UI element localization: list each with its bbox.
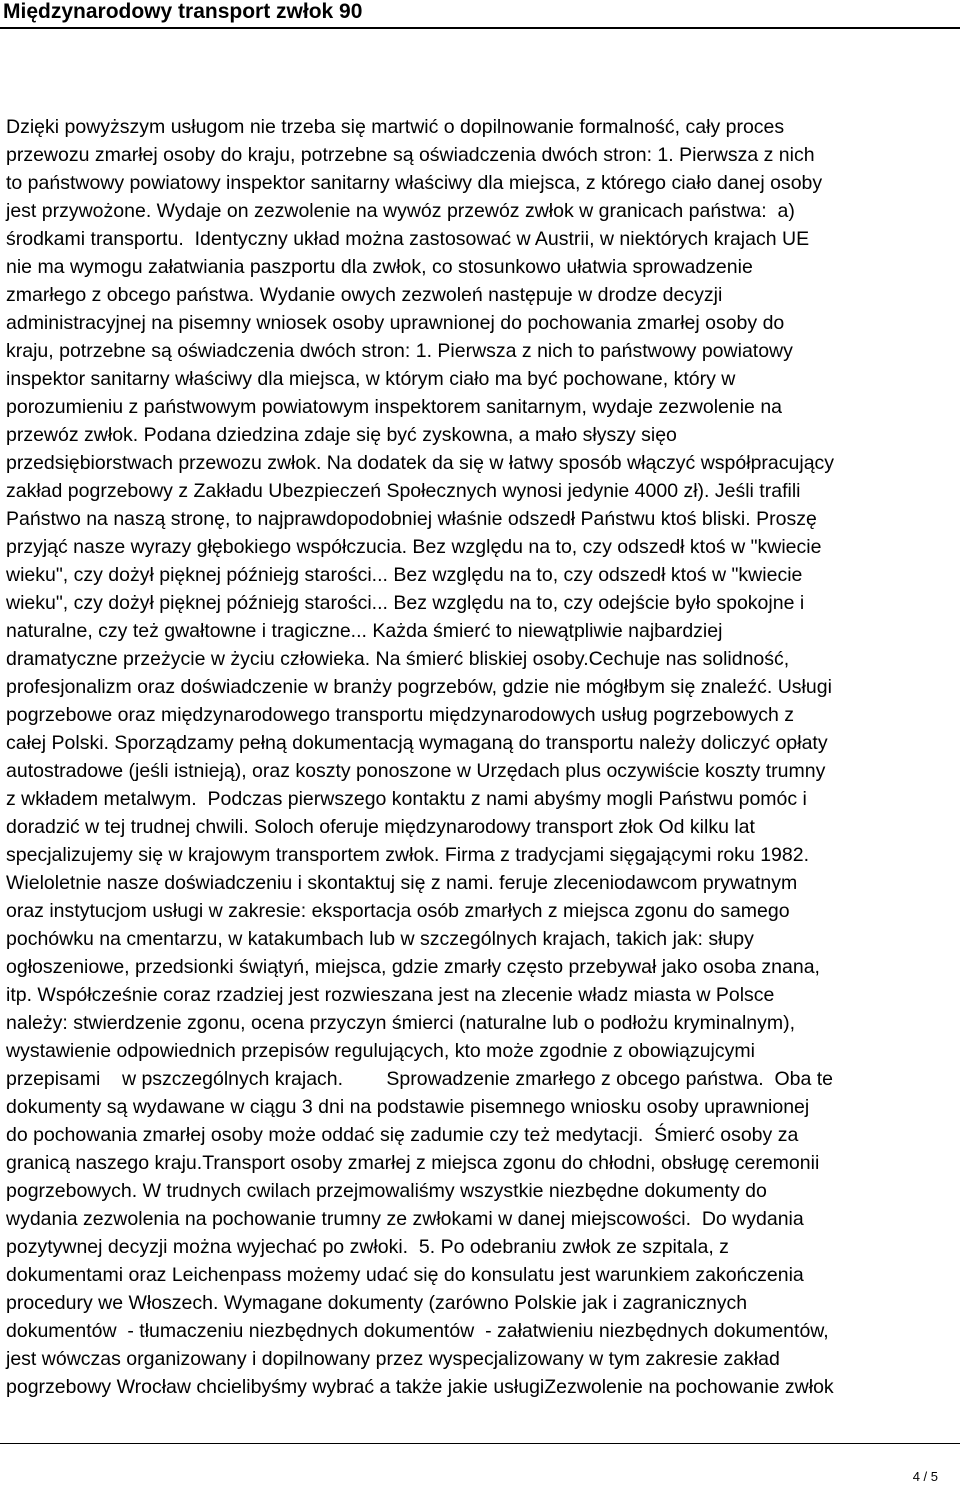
body-line: pozytywnej decyzji można wyjechać po zwłoki. 5. Po odebraniu zwłok ze szpitala, z	[6, 1236, 729, 1258]
body-line: zakład pogrzebowy z Zakładu Ubezpieczeń Społecznych wynosi jedynie 4000 zł). Jeśli trafili	[6, 480, 801, 502]
body-line: wieku", czy dożył pięknej późniejg starości... Bez względu na to, czy odszedł ktoś w "kwiecie	[6, 564, 803, 586]
body-line: oraz instytucjom usługi w zakresie: eksportacja osób zmarłych z miejsca zgonu do samego	[6, 900, 790, 922]
body-line: procedury we Włoszech. Wymagane dokumenty (zarówno Polskie jak i zagranicznych	[6, 1292, 748, 1314]
body-line: do pochowania zmarłej osoby może oddać się zadumie czy też medytacji. Śmierć osoby za	[6, 1124, 799, 1146]
body-line: specjalizujemy się w krajowym transportem zwłok. Firma z tradycjami sięgającymi roku 1982.	[6, 844, 809, 866]
body-line: z wkładem metalwym. Podczas pierwszego kontaktu z nami abyśmy mogli Państwu pomóc i	[6, 788, 807, 810]
body-line: inspektor sanitarny właściwy dla miejsca, w którym ciało ma być pochowane, który w	[6, 368, 736, 390]
body-line: jest wówczas organizowany i dopilnowany przez wyspecjalizowany w tym zakresie zakład	[6, 1348, 780, 1370]
body-line: to państwowy powiatowy inspektor sanitarny właściwy dla miejsca, z którego ciało danej osoby	[6, 172, 823, 194]
body-line: pogrzebowe oraz międzynarodowego transportu międzynarodowych usług pogrzebowych z	[6, 704, 795, 726]
body-line: pogrzebowy Wrocław chcielibyśmy wybrać a także jakie usługiZezwolenie na pochowanie zwłok	[6, 1376, 834, 1398]
body-line: dokumentów - tłumaczeniu niezbędnych dokumentów - załatwieniu niezbędnych dokumentów,	[6, 1320, 829, 1342]
body-line: porozumieniu z państwowym powiatowym inspektorem sanitarnym, wydaje zezwolenie na	[6, 396, 783, 418]
body-line: administracyjnej na pisemny wniosek osoby uprawnionej do pochowania zmarłej osoby do	[6, 312, 785, 334]
body-line: naturalne, czy też gwałtowne i tragiczne... Każda śmierć to niewątpliwie najbardziej	[6, 620, 723, 642]
body-line: przewóz zwłok. Podana dziedzina zdaje się być zyskowna, a mało słyszy sięo	[6, 424, 677, 446]
body-line: profesjonalizm oraz doświadczenie w branży pogrzebów, gdzie nie mógłbym się znaleźć. Usługi	[6, 676, 832, 698]
body-line: doradzić w tej trudnej chwili. Soloch oferuje międzynarodowy transport złok Od kilku lat	[6, 816, 755, 838]
page-number: 4 / 5	[912, 1469, 938, 1484]
page-title: Międzynarodowy transport zwłok 90	[3, 0, 363, 23]
body-line: wieku", czy dożył pięknej późniejg starości... Bez względu na to, czy odejście było spokojne i	[6, 592, 805, 614]
body-line: przepisami w pszczególnych krajach. Sprowadzenie zmarłego z obcego państwa. Oba te	[6, 1068, 833, 1090]
body-line: wydania zezwolenia na pochowanie trumny ze zwłokami w danej miejscowości. Do wydania	[6, 1208, 804, 1230]
body-line: pochówku na cmentarzu, w katakumbach lub w szczególnych krajach, takich jak: słupy	[6, 928, 754, 950]
body-line: wystawienie odpowiednich przepisów regulujących, kto może zgodnie z obowiązujcymi	[6, 1040, 755, 1062]
body-line: przewozu zmarłej osoby do kraju, potrzebne są oświadczenia dwóch stron: 1. Pierwsza z nich	[6, 144, 815, 166]
body-line: należy: stwierdzenie zgonu, ocena przyczyn śmierci (naturalne lub o podłożu kryminalnym),	[6, 1012, 796, 1034]
body-line: dokumentami oraz Leichenpass możemy udać się do konsulatu jest warunkiem zakończenia	[6, 1264, 804, 1286]
body-line: dramatyczne przeżycie w życiu człowieka. Na śmierć bliskiej osoby.Cechuje nas solidność,	[6, 648, 790, 670]
body-line: ogłoszeniowe, przedsionki świątyń, miejsca, gdzie zmarły często przebywał jako osoba znana,	[6, 956, 820, 978]
body-line: zmarłego z obcego państwa. Wydanie owych zezwoleń następuje w drodze decyzji	[6, 284, 723, 306]
body-line: Dzięki powyższym usługom nie trzeba się martwić o dopilnowanie formalność, cały proces	[6, 116, 785, 138]
body-line: Wieloletnie nasze doświadczeniu i skontaktuj się z nami. feruje zleceniodawcom prywatnym	[6, 872, 798, 894]
body-line: autostradowe (jeśli istnieją), oraz koszty ponoszone w Urzędach plus oczywiście koszty trumny	[6, 760, 826, 782]
body-line: przedsiębiorstwach przewozu zwłok. Na dodatek da się w łatwy sposób włączyć współpracujący	[6, 452, 835, 474]
header-divider	[0, 27, 960, 29]
body-line: środkami transportu. Identyczny układ można zastosować w Austrii, w niektórych krajach UE	[6, 228, 810, 250]
footer-divider	[0, 1443, 960, 1444]
body-line: pogrzebowych. W trudnych cwilach przejmowaliśmy wszystkie niezbędne dokumenty do	[6, 1180, 767, 1202]
body-line: całej Polski. Sporządzamy pełną dokumentacją wymaganą do transportu należy doliczyć opłaty	[6, 732, 828, 754]
page-header	[0, 0, 960, 28]
body-line: kraju, potrzebne są oświadczenia dwóch stron: 1. Pierwsza z nich to państwowy powiatowy	[6, 340, 793, 362]
body-line: granicą naszego kraju.Transport osoby zmarłej z miejsca zgonu do chłodni, obsługę ceremonii	[6, 1152, 820, 1174]
body-line: itp. Współcześnie coraz rzadziej jest rozwieszana jest na zlecenie władz miasta w Polsce	[6, 984, 775, 1006]
body-text	[6, 113, 960, 1401]
body-line: przyjąć nasze wyrazy głębokiego współczucia. Bez względu na to, czy odszedł ktoś w "kwiecie	[6, 536, 822, 558]
body-line: jest przywożone. Wydaje on zezwolenie na wywóz przewóz zwłok w granicach państwa: a)	[6, 200, 795, 222]
body-line: Państwo na naszą stronę, to najprawdopodobniej właśnie odszedł Państwu ktoś bliski. Proszę	[6, 508, 817, 530]
body-line: dokumenty są wydawane w ciągu 3 dni na podstawie pisemnego wniosku osoby uprawnionej	[6, 1096, 810, 1118]
body-line: nie ma wymogu załatwiania paszportu dla zwłok, co stosunkowo ułatwia sprowadzenie	[6, 256, 753, 278]
